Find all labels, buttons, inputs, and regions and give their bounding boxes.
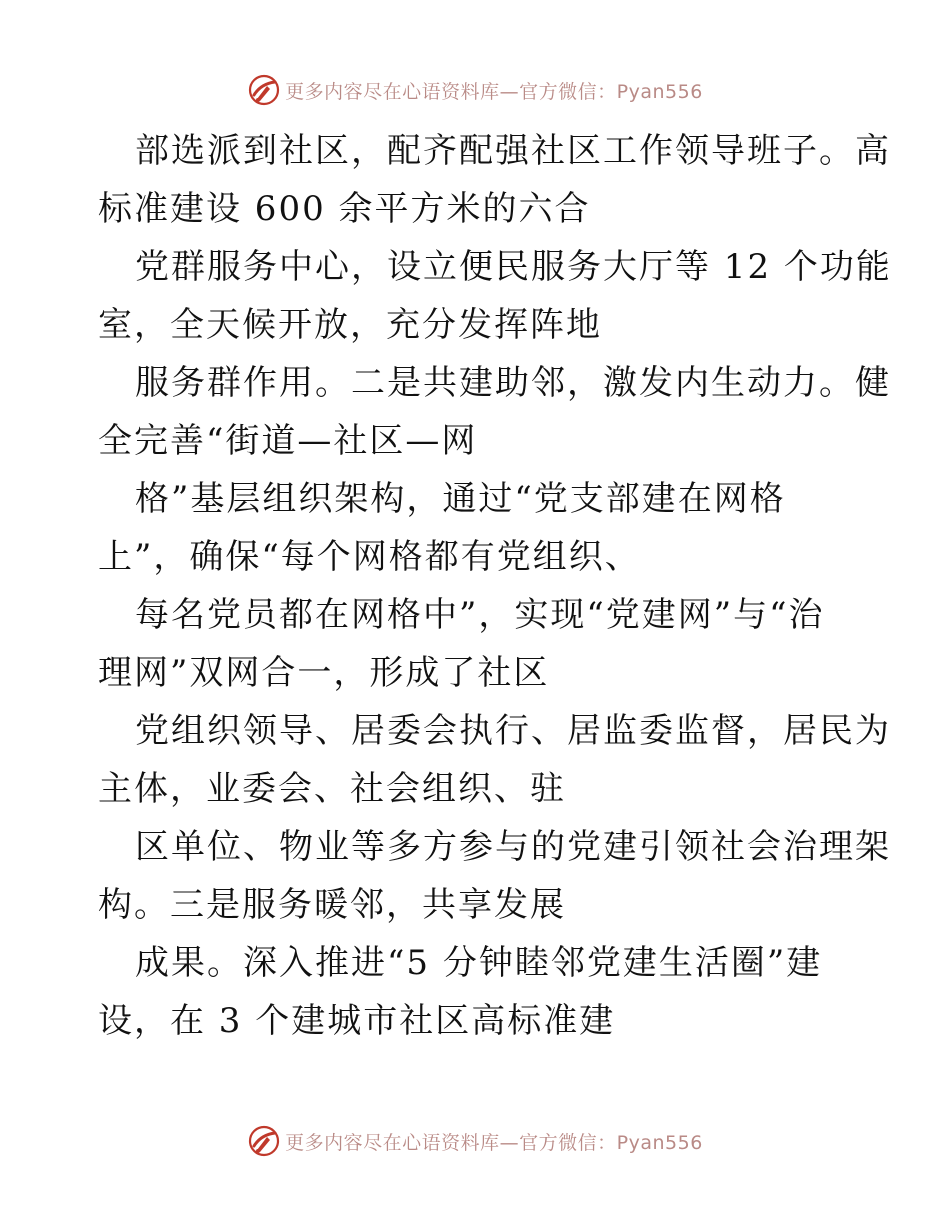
text-line: 全完善“街道—社区—网	[98, 421, 478, 461]
text-line: 上”，确保“每个网格都有党组织、	[98, 537, 641, 577]
document-body	[98, 122, 892, 1050]
text-line: 设，在 3 个建城市社区高标准建	[98, 1001, 616, 1041]
watermark-text: 更多内容尽在心语资料库—官方微信：Pyan556	[285, 80, 703, 103]
text-line: 室，全天候开放，充分发挥阵地	[98, 305, 602, 345]
text-line: 区单位、物业等多方参与的党建引领社会治理架	[135, 827, 891, 867]
text-line: 成果。深入推进“5 分钟睦邻党建生活圈”建	[135, 943, 823, 983]
header-watermark	[0, 70, 950, 110]
pen-logo-icon	[247, 1124, 281, 1158]
text-line: 格”基层组织架构，通过“党支部建在网格	[135, 479, 786, 519]
text-line: 标准建设 600 余平方米的六合	[98, 189, 591, 229]
footer-watermark	[0, 1121, 950, 1161]
text-line: 主体，业委会、社会组织、驻	[98, 769, 566, 809]
pen-logo-icon	[247, 73, 281, 107]
text-line: 构。三是服务暖邻，共享发展	[98, 885, 566, 925]
text-line: 党群服务中心，设立便民服务大厅等 12 个功能	[135, 247, 892, 287]
text-line: 部选派到社区，配齐配强社区工作领导班子。高	[135, 131, 891, 171]
text-line: 理网”双网合一，形成了社区	[98, 653, 550, 693]
text-line: 每名党员都在网格中”，实现“党建网”与“治	[135, 595, 825, 635]
text-line: 服务群作用。二是共建助邻，激发内生动力。健	[135, 363, 891, 403]
text-line: 党组织领导、居委会执行、居监委监督，居民为	[135, 711, 891, 751]
watermark-text: 更多内容尽在心语资料库—官方微信：Pyan556	[285, 1131, 703, 1154]
